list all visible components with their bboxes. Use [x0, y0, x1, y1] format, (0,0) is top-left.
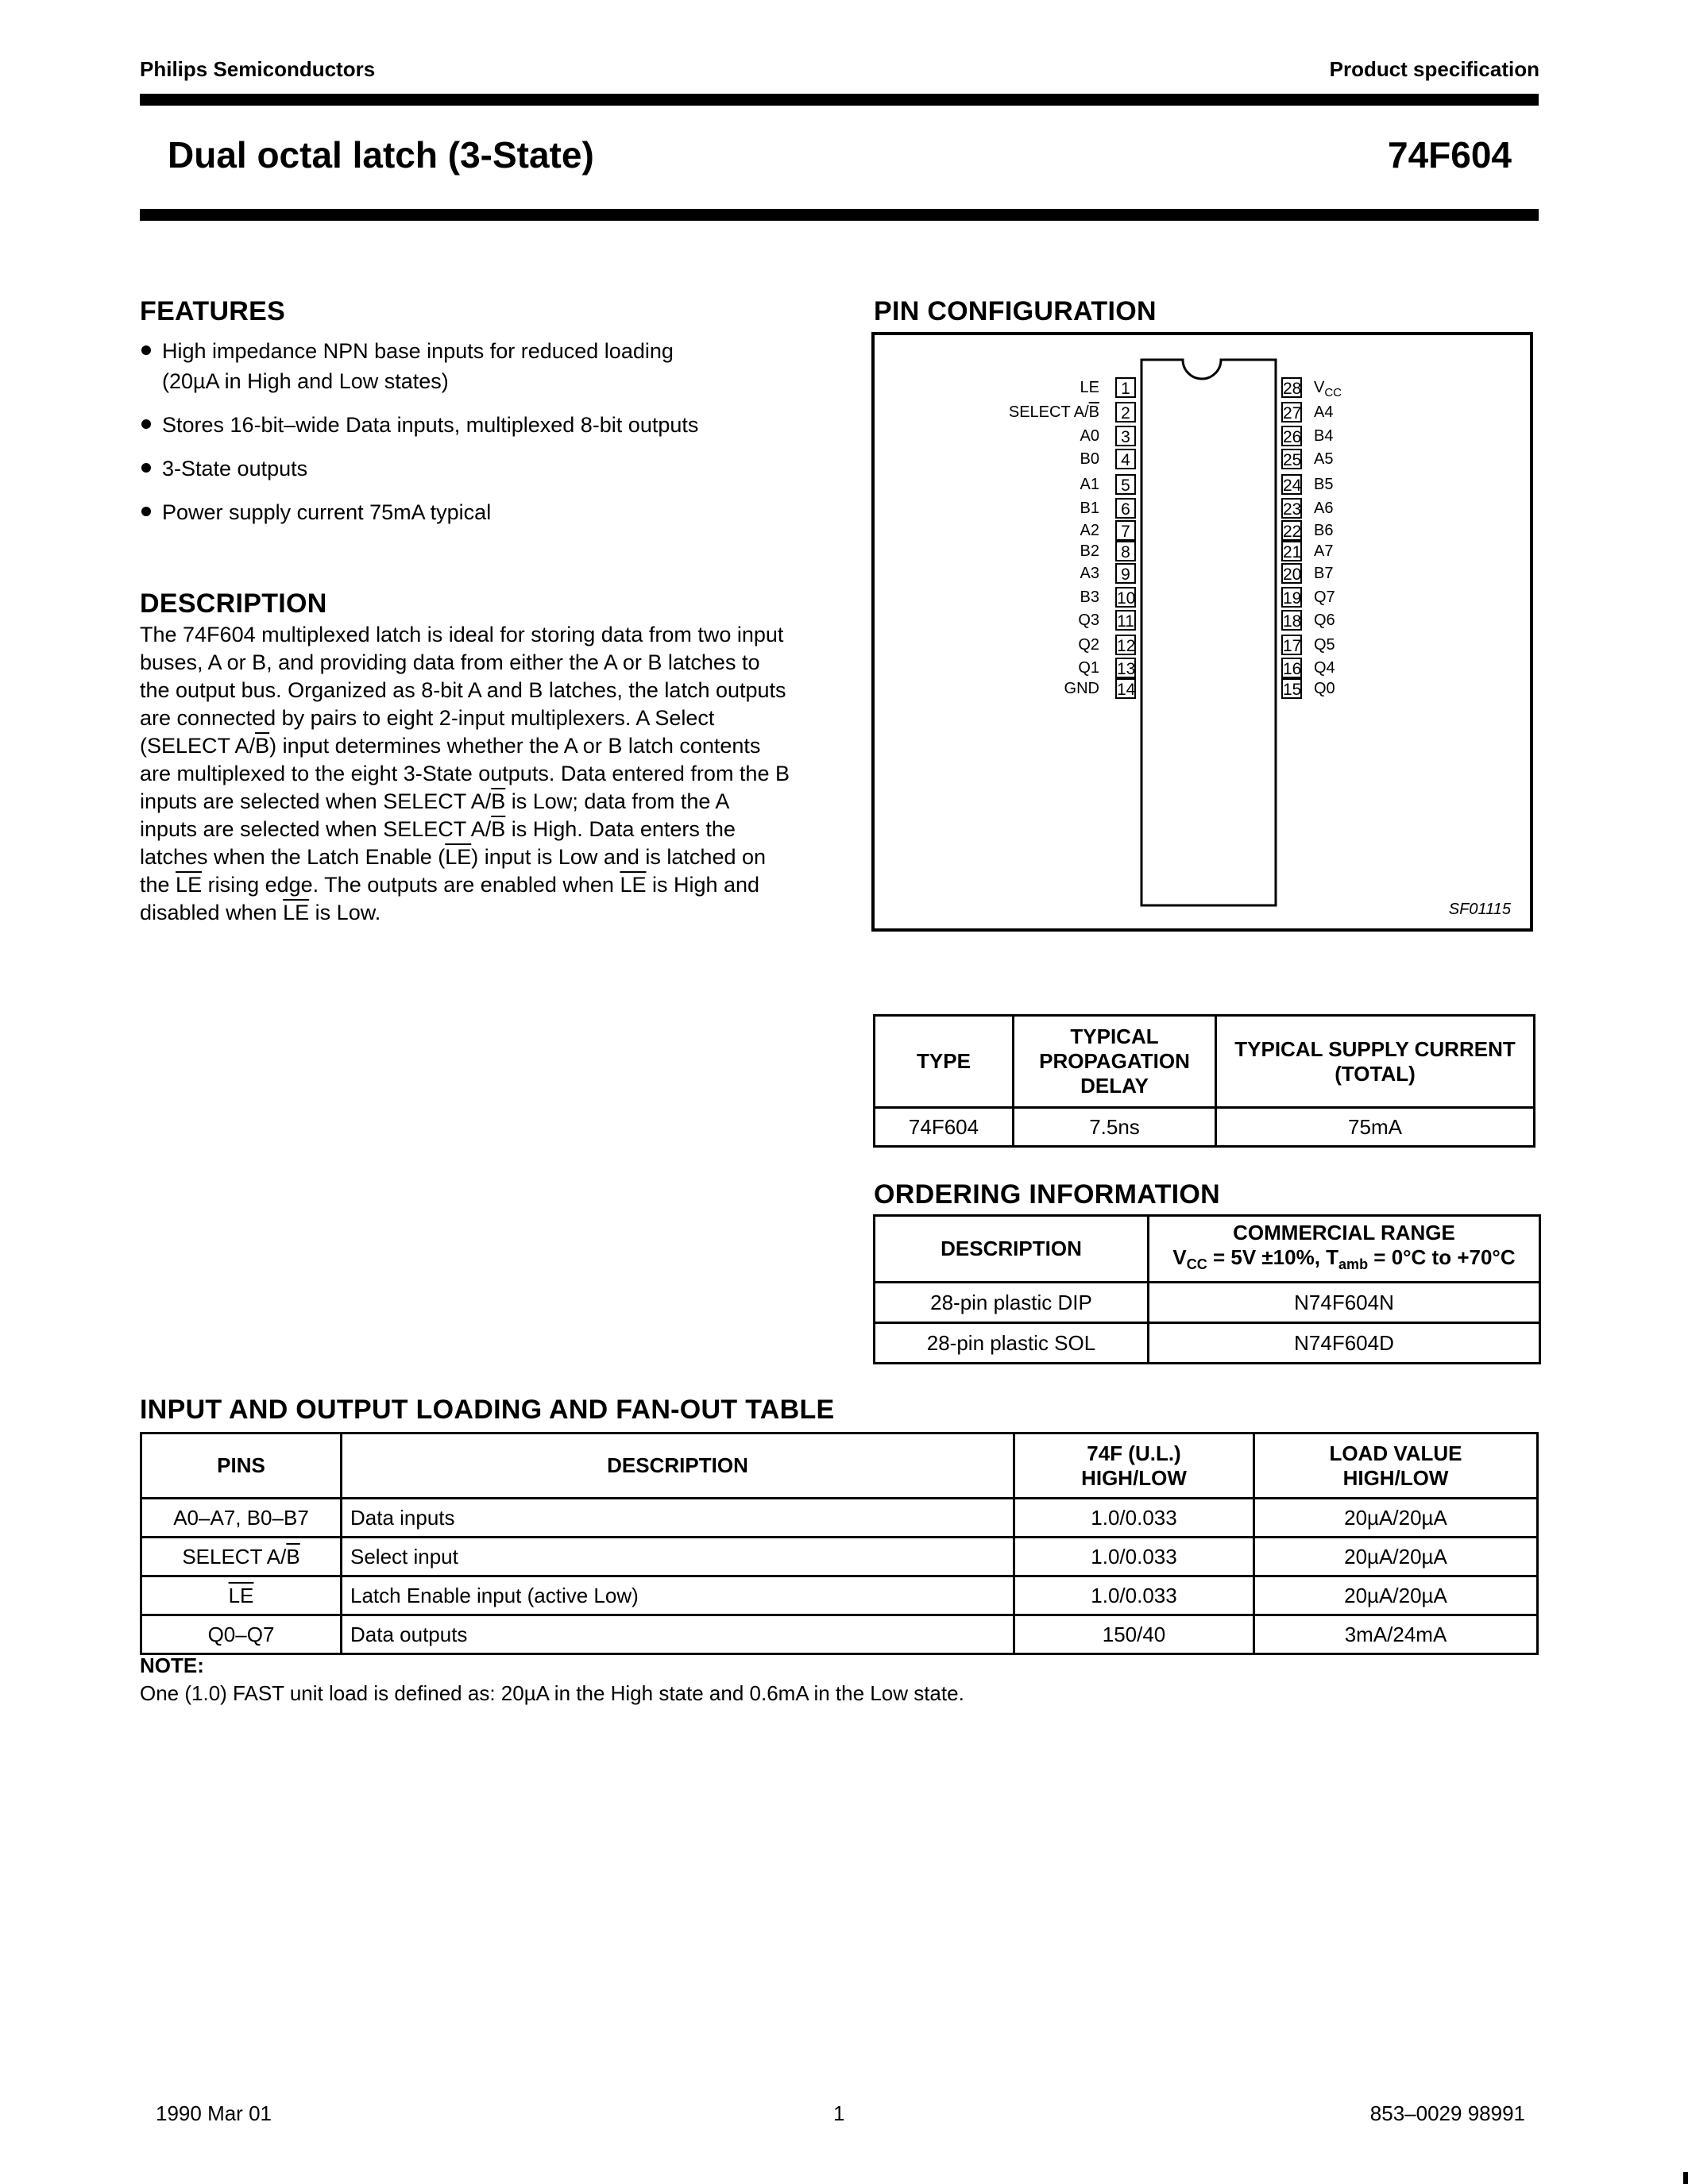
bullet-icon	[141, 507, 151, 516]
cell-desc: Data outputs	[342, 1615, 1014, 1654]
cell-ul: 1.0/0.033	[1014, 1499, 1254, 1538]
description-text: The 74F604 multiplexed latch is ideal for storing data from two input buses, A or B, and providing data from either the A or B latches to the output bus. Organized as 8-bit A and B latches, the latch outputs are connected by pairs to eight 2-input multiplexers. A Select (SELECT $A/\overline{B}$) input determines whether the A or B latch contents are multiplexed to the eight 3-State outputs. Data entered from the B inputs are selected when SELECT $A/\overline{B}$ is Low; data from the A inputs are selected when SELECT $A/\overline{B}$ is High. Data enters the latches when the Latch Enable $(\overline{LE})$ input is Low and is latched on the $\overline{LE}$ rising edge. The outputs are enabled when $\overline{LE}$ is High and disabled when $\overline{LE}$ is Low.	[140, 623, 790, 924]
pin-label: Q1	[1078, 659, 1099, 677]
pin-number: 14	[1115, 678, 1136, 699]
part-number: 74F604	[1387, 134, 1512, 176]
pin-label: $V_{CC}$	[1314, 379, 1342, 399]
feature-item: 3-State outputs	[140, 453, 839, 484]
pin-label: Q4	[1314, 659, 1335, 677]
feature-item: Power supply current 75mA typical	[140, 497, 839, 527]
bullet-icon	[141, 419, 151, 429]
cell-current: 75mA	[1216, 1108, 1535, 1147]
pin-label: B2	[1080, 542, 1099, 560]
chip-body-icon	[875, 335, 1530, 928]
pin-number: 1	[1115, 377, 1136, 398]
cell-desc: Latch Enable input (active Low)	[342, 1576, 1014, 1615]
type-table	[873, 1014, 1535, 1148]
footer-date: 1990 Mar 01	[156, 2101, 272, 2125]
pin-number: 21	[1281, 541, 1302, 561]
pin-label: B4	[1314, 427, 1334, 445]
pin-number: 3	[1115, 426, 1136, 446]
bullet-icon	[141, 345, 151, 355]
feature-item: High impedance NPN base inputs for reduced loading (20µA in High and Low states)	[140, 336, 839, 396]
pin-label: A0	[1080, 427, 1099, 445]
pin-label: Q3	[1078, 612, 1099, 629]
pin-label: B7	[1314, 565, 1334, 582]
header-rule-bottom	[140, 209, 1539, 221]
pin-label: B0	[1080, 450, 1099, 468]
page-number: 1	[833, 2101, 845, 2125]
pin-label: B1	[1080, 500, 1099, 517]
cell-pins: $\overline{LE}$	[141, 1576, 342, 1615]
pin-number: 2	[1115, 402, 1136, 423]
pin-number: 24	[1281, 474, 1302, 495]
pin-label: A7	[1314, 542, 1334, 560]
th-load-desc: DESCRIPTION	[342, 1433, 1014, 1499]
cell-order-desc: 28-pin plastic SOL	[875, 1323, 1149, 1364]
doc-type: Product specification	[1329, 57, 1539, 81]
note-label: NOTE:	[140, 1653, 204, 1677]
th-ul: 74F (U.L.) HIGH/LOW	[1014, 1433, 1254, 1499]
header-rule-top	[140, 94, 1539, 106]
pin-label: Q5	[1314, 636, 1335, 654]
pin-label: B3	[1080, 588, 1099, 606]
pin-number: 28	[1281, 377, 1302, 398]
pin-label: A1	[1080, 476, 1099, 493]
pin-config-figure	[871, 332, 1533, 932]
th-order-range: COMMERCIAL RANGE $V_{CC} = 5V \pm 10\%$, $T_{amb} = 0^\circ C$ to +70°C	[1149, 1216, 1540, 1283]
cell-pins: A0–A7, B0–B7	[141, 1499, 342, 1538]
pin-number: 20	[1281, 563, 1302, 584]
cell-desc: Data inputs	[342, 1499, 1014, 1538]
pin-number: 19	[1281, 587, 1302, 608]
cell-order-part: N74F604D	[1149, 1323, 1540, 1364]
pin-label: B6	[1314, 522, 1334, 539]
pin-number: 9	[1115, 563, 1136, 584]
ordering-heading: ORDERING INFORMATION	[874, 1179, 1221, 1210]
pin-number: 5	[1115, 474, 1136, 495]
th-load-value: LOAD VALUE HIGH/LOW	[1254, 1433, 1538, 1499]
pin-label: Q0	[1314, 680, 1335, 697]
pin-label: Q2	[1078, 636, 1099, 654]
corner-mark	[1683, 2172, 1688, 2184]
cell-pins: SELECT $A/\overline{B}$	[141, 1538, 342, 1576]
pin-label: A2	[1080, 522, 1099, 539]
pin-number: 12	[1115, 635, 1136, 655]
pin-number: 6	[1115, 498, 1136, 519]
cell-order-part: N74F604N	[1149, 1283, 1540, 1323]
pin-number: 26	[1281, 426, 1302, 446]
pin-number: 7	[1115, 520, 1136, 541]
th-delay: TYPICAL PROPAGATION DELAY	[1014, 1016, 1216, 1108]
pin-number: 23	[1281, 498, 1302, 519]
pin-number: 8	[1115, 541, 1136, 561]
cell-pins: Q0–Q7	[141, 1615, 342, 1654]
th-order-desc: DESCRIPTION	[875, 1216, 1149, 1283]
company-name: Philips Semiconductors	[140, 57, 376, 81]
pin-label: SELECT $A/\overline{B}$	[1008, 403, 1099, 421]
pin-number: 4	[1115, 449, 1136, 469]
figure-id: SF01115	[1448, 901, 1511, 918]
pin-number: 13	[1115, 658, 1136, 678]
cell-ul: 150/40	[1014, 1615, 1254, 1654]
pin-label: A3	[1080, 565, 1099, 582]
cell-order-desc: 28-pin plastic DIP	[875, 1283, 1149, 1323]
cell-ul: 1.0/0.033	[1014, 1538, 1254, 1576]
pin-config-heading: PIN CONFIGURATION	[874, 296, 1157, 326]
pin-label: A6	[1314, 500, 1334, 517]
cell-desc: Select input	[342, 1538, 1014, 1576]
th-current: TYPICAL SUPPLY CURRENT (TOTAL)	[1216, 1016, 1535, 1108]
loading-heading: INPUT AND OUTPUT LOADING AND FAN-OUT TABLE	[140, 1395, 835, 1425]
feature-item: Stores 16-bit–wide Data inputs, multiplexed 8-bit outputs	[140, 410, 839, 440]
pin-number: 10	[1115, 587, 1136, 608]
pin-label: A5	[1314, 450, 1334, 468]
pin-label: LE	[1080, 379, 1099, 396]
pin-number: 17	[1281, 635, 1302, 655]
pin-number: 27	[1281, 402, 1302, 423]
description-heading: DESCRIPTION	[140, 588, 327, 619]
ordering-table	[873, 1214, 1541, 1364]
pin-label: GND	[1064, 680, 1099, 697]
cell-load: 20µA/20µA	[1254, 1576, 1538, 1615]
pin-label: Q7	[1314, 588, 1335, 606]
bullet-icon	[141, 463, 151, 473]
pin-number: 25	[1281, 449, 1302, 469]
pin-label: Q6	[1314, 612, 1335, 629]
pin-label: B5	[1314, 476, 1334, 493]
footer-doc-code: 853–0029 98991	[1369, 2101, 1525, 2125]
table-row	[141, 1499, 1538, 1538]
note-text: One (1.0) FAST unit load is defined as: 20µA in the High state and 0.6mA in the Low state.	[140, 1681, 964, 1705]
page-title: Dual octal latch (3-State)	[168, 134, 594, 176]
table-row	[141, 1615, 1538, 1654]
table-row	[141, 1576, 1538, 1615]
pin-number: 15	[1281, 678, 1302, 699]
loading-table	[140, 1432, 1539, 1655]
cell-load: 20µA/20µA	[1254, 1499, 1538, 1538]
th-type: TYPE	[875, 1016, 1014, 1108]
pin-label: A4	[1314, 403, 1334, 421]
table-row	[141, 1538, 1538, 1576]
cell-delay: 7.5ns	[1014, 1108, 1216, 1147]
pin-number: 18	[1281, 610, 1302, 631]
cell-ul: 1.0/0.033	[1014, 1576, 1254, 1615]
th-pins: PINS	[141, 1433, 342, 1499]
features-heading: FEATURES	[140, 296, 286, 326]
pin-number: 22	[1281, 520, 1302, 541]
cell-load: 20µA/20µA	[1254, 1538, 1538, 1576]
cell-type: 74F604	[875, 1108, 1014, 1147]
features-list	[140, 336, 839, 541]
pin-number: 11	[1115, 610, 1136, 631]
pin-number: 16	[1281, 658, 1302, 678]
cell-load: 3mA/24mA	[1254, 1615, 1538, 1654]
